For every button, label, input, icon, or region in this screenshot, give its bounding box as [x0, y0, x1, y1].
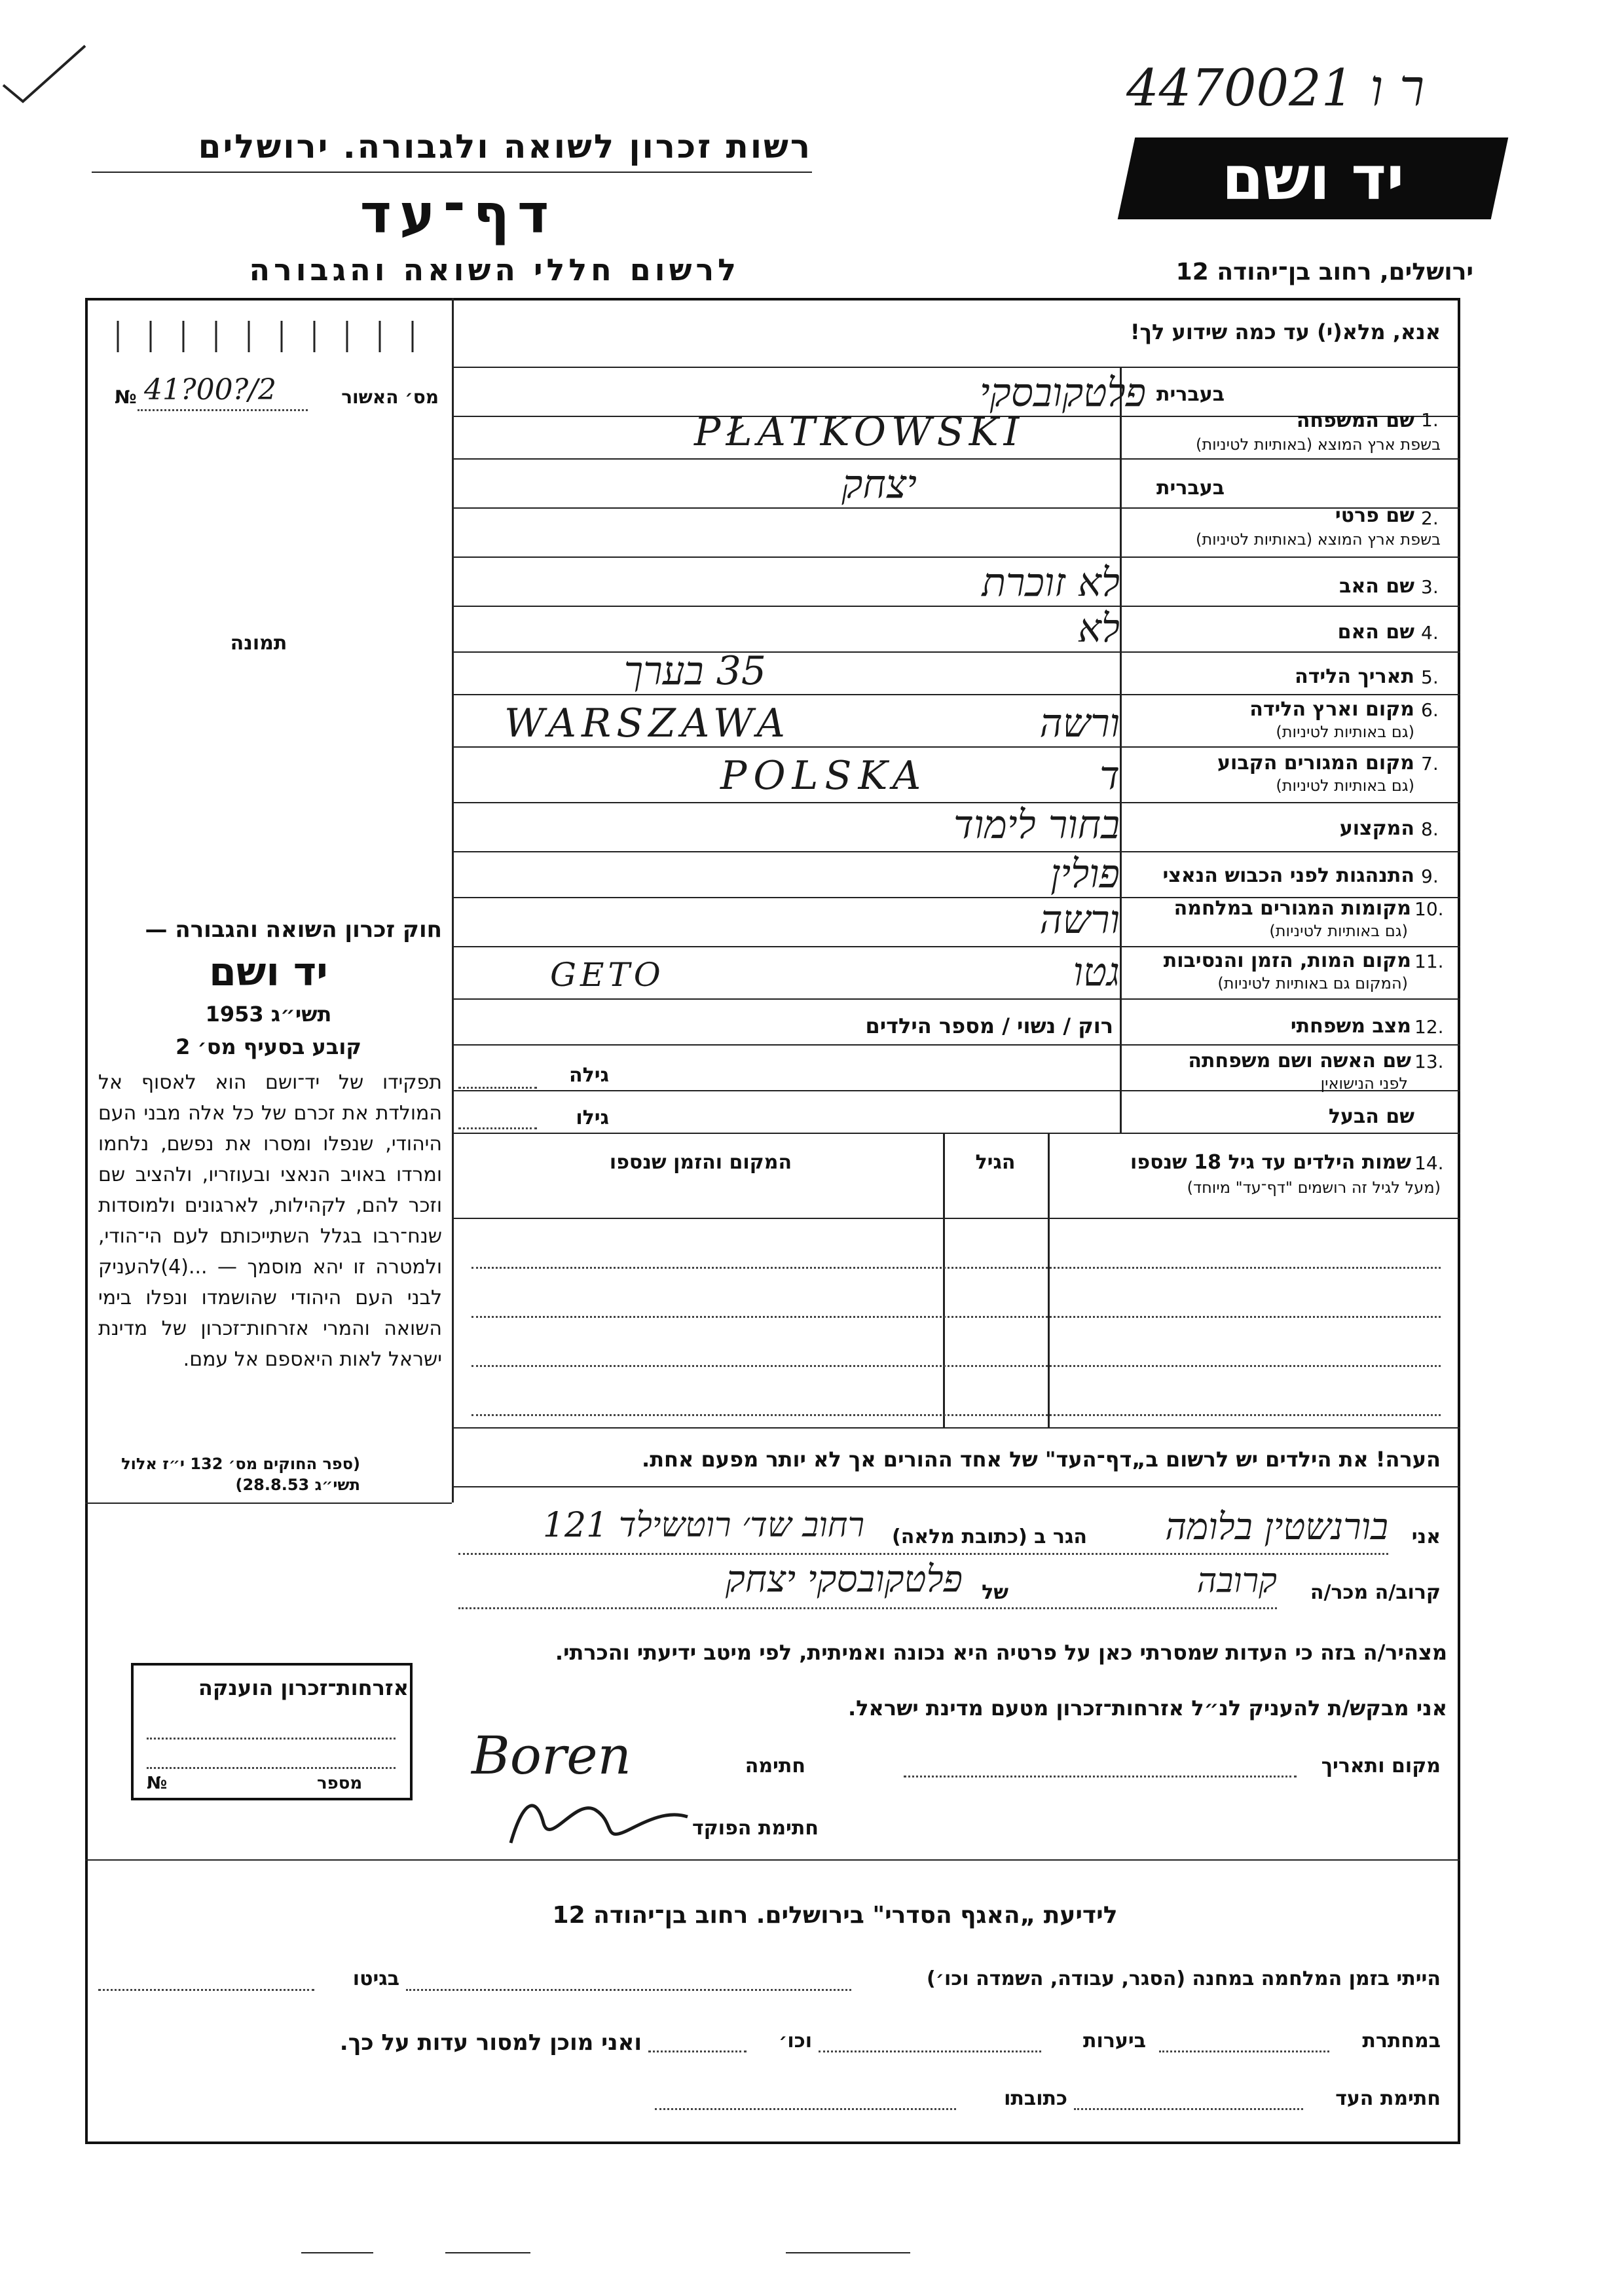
approval-number[interactable]: 41?00?/2 [144, 373, 276, 407]
field-9-number: 9. [1421, 866, 1439, 887]
photo-label: תמונה [230, 632, 287, 655]
field-8-number: 8. [1421, 818, 1439, 840]
footer-forests-label: ביערות [1083, 2030, 1146, 2052]
relative-of-label: של [982, 1581, 1008, 1604]
field-6-sub: (גם באותיות לטיניות) [1276, 723, 1414, 741]
field-1-label: שם המשפחה [1296, 409, 1414, 432]
husband-label: שם הבעל [1328, 1105, 1414, 1128]
footer-ghetto-label: בגיטו [352, 1967, 399, 1990]
field-10-number: 10. [1414, 898, 1444, 920]
footer-witness-address-label: כתובתו [1004, 2087, 1067, 2110]
birth-place-latin[interactable]: WARSZAWA [504, 701, 790, 746]
approval-prefix: № [115, 386, 137, 408]
citizenship-number-label: מספר [317, 1774, 363, 1793]
declarant-name[interactable]: בורנשטין בלומה [1165, 1506, 1388, 1548]
death-place-latin[interactable]: GETO [550, 956, 665, 994]
husband-age-label: גילו [576, 1106, 609, 1129]
citizenship-number-prefix: № [147, 1774, 168, 1793]
field-13-label: שם האשה ושם משפחתה [1188, 1049, 1411, 1072]
footer-testify-label: ואני מוכן למסור עדות על כך. [339, 2030, 642, 2056]
residence-hebrew[interactable]: ד [1099, 753, 1120, 799]
field-3-label: שם האב [1339, 575, 1414, 598]
footer-underground-label: במחתרת [1362, 2030, 1441, 2052]
relation-value[interactable]: קרובה [1196, 1561, 1277, 1601]
law-clause: קובע בסעיף מס׳ 2 [175, 1034, 361, 1059]
death-place-hebrew[interactable]: גטו [1073, 949, 1120, 995]
field-10-sub: (גם באותיות לטיניות) [1269, 922, 1408, 940]
field-12-label: מצב משפחתי [1290, 1015, 1411, 1038]
field-7-sub: (גם באותיות לטיניות) [1276, 776, 1414, 795]
officer-signature-label: חתימת הפוקד [692, 1817, 819, 1840]
children-age-header: הגיל [975, 1151, 1016, 1174]
logo-text: יד ושם [1221, 143, 1405, 213]
birth-place-hebrew[interactable]: ורשה [1039, 701, 1120, 746]
law-title: חוק זכרון השואה והגבורה — [145, 917, 442, 943]
field-7-number: 7. [1421, 753, 1439, 774]
family-name-hebrew[interactable]: פלטקובסקי [979, 370, 1146, 416]
declaration-i-label: אני [1411, 1525, 1441, 1548]
checkmark-icon [0, 39, 92, 114]
field-1-number: 1. [1421, 409, 1439, 431]
instructions: אנא, מלא(י) עד כמה שידוע לך! [1130, 319, 1441, 344]
footer-witness-signature-label: חתימת העד [1335, 2087, 1441, 2110]
signature[interactable]: Boren [471, 1725, 632, 1786]
field-11-label: מקום המות, הזמן והנסיבות [1163, 949, 1411, 972]
family-name-latin[interactable]: PŁATKOWSKI [694, 409, 1025, 455]
relative-name[interactable]: פלטקובסקי יצחק [725, 1558, 963, 1601]
footer-camp-label: הייתי בזמן המלחמה במחנה (הסגר, עבודה, השמדה וכו׳) [927, 1967, 1441, 1990]
children-place-header: המקום והזמן שנספו [609, 1151, 792, 1174]
field-4-number: 4. [1421, 622, 1439, 644]
law-reference: (ספר החוקים מס׳ 132 י״ז אלול תשי״ג 28.8.53) [121, 1455, 360, 1494]
label-hebrew-1: בעברית [1156, 383, 1225, 406]
citizenship-title: אזרחות־זכרון הוענקה [198, 1675, 409, 1700]
pre-war-circumstances[interactable]: פולין [1050, 851, 1120, 897]
children-label: שמות הילדים עד גיל 18 שנספו [1130, 1151, 1411, 1174]
address: ירושלים, רחוב בן־יהודה 12 [1175, 259, 1473, 285]
field-2-number: 2. [1421, 507, 1439, 529]
field-14-number: 14. [1414, 1152, 1444, 1174]
field-10-label: מקומות המגורים במלחמה [1173, 897, 1411, 920]
field-2-sub: בשפת ארץ המוצא (באותיות לטיניות) [1196, 530, 1441, 549]
field-4-label: שם האם [1337, 621, 1414, 644]
children-note: הערה! את הילדים יש לרשום ב„דף־העד" של אחד ההורים אך לא יותר מפעם אחת. [642, 1447, 1441, 1472]
document-number: ר ו 4470021 [1126, 59, 1425, 118]
law-year: תשי״ג 1953 [205, 1002, 332, 1027]
field-11-sub: (המקום גם באותיות לטיניות) [1217, 974, 1408, 993]
form-title: דף־עד [360, 183, 557, 246]
officer-signature [498, 1784, 694, 1859]
relation-label: קרוב/ה מכר/ה [1310, 1581, 1441, 1604]
footer-etc-label: וכו׳ [779, 2030, 812, 2052]
birth-date[interactable]: 35 בערך [623, 648, 766, 694]
law-body: תפקידו של יד־ושם הוא לאסוף אל המולדת את זכרם של כל אלה מבני העם היהודי, שנפלו ומסרו את נפשם, נלחמו ומרדו באויב הנאצי ובעוזריו, ולהציב שם וזכר להם, לקהילות, לארגונים ולמוסדות שנח־רבו בגלל השתייכותם לעם הי־הודי, ולמטרה זו יהא מוסמך — ...(4)להעניק לבני העם היהודי שהושמדו ונפלו בימי השואה והמרי אזרחות־זכרון של מדינת ישראל לאות היאספם אל עמם. [98, 1071, 442, 1371]
field-8-label: המקצוע [1339, 817, 1414, 840]
declaration-statement: מצהיר/ה בזה כי העדות שמסרתי כאן על פרטיה היא נכונה ואמיתית, לפי מיטב ידיעתי והכרתי. [555, 1640, 1447, 1665]
residence-latin[interactable]: POLSKA [720, 753, 928, 799]
authority-name: רשות זכרון לשואה ולגבורה. ירושלים [198, 128, 812, 166]
marital-status-options[interactable]: רוק / נשוי / מספר הילדים [865, 1013, 1113, 1038]
signature-label: חתימה [745, 1755, 805, 1777]
law-name: יד ושם [209, 949, 328, 995]
field-5-number: 5. [1421, 666, 1439, 688]
declaration-request: אני מבקש/ת להעניק לנ״ל אזרחות־זכרון מטעם מדינת ישראל. [848, 1696, 1447, 1721]
field-9-label: התנהגות לפני הכבוש הנאצי [1162, 864, 1414, 887]
given-name-hebrew[interactable]: יצחק [841, 462, 917, 507]
occupation[interactable]: בחור לימוד [953, 802, 1120, 848]
field-12-number: 12. [1414, 1016, 1444, 1038]
approval-ticks [105, 321, 439, 354]
field-3-number: 3. [1421, 576, 1439, 598]
field-6-number: 6. [1421, 699, 1439, 721]
approval-label: מס׳ האשור [341, 386, 439, 408]
children-sub: (מעל לגיל זה רושמים "דף־עד" מיוחד) [1187, 1178, 1441, 1197]
yad-vashem-logo [1118, 137, 1509, 219]
field-13-number: 13. [1414, 1051, 1444, 1072]
label-hebrew-2: בעברית [1156, 477, 1225, 500]
field-5-label: תאריך הלידה [1295, 665, 1414, 688]
place-date-label: מקום ותאריך [1321, 1755, 1441, 1777]
wife-age-label: גילה [569, 1064, 609, 1087]
field-2-label: שם פרטי [1335, 504, 1414, 527]
field-1-sub: בשפת ארץ המוצא (באותיות לטיניות) [1196, 435, 1441, 454]
wartime-residence[interactable]: ורשה [1039, 897, 1120, 943]
declaration-address-label: הגר ב (כתובת מלאה) [891, 1525, 1087, 1548]
father-name[interactable]: לא זוכרת [982, 560, 1120, 606]
footer-title: לידיעת „האגף הסדרי" בירושלים. רחוב בן־יהודה 12 [552, 1902, 1118, 1929]
declarant-address[interactable]: רחוב שד׳ רוטשילד 121 [542, 1506, 864, 1545]
citizenship-box [131, 1663, 413, 1800]
form-subtitle: לרשום חללי השואה והגבורה [249, 252, 740, 287]
mother-name[interactable]: לא [1077, 606, 1120, 651]
field-7-label: מקום המגורים הקבוע [1217, 752, 1414, 774]
field-6-label: מקום וארץ הלידה [1249, 698, 1414, 721]
field-11-number: 11. [1414, 951, 1444, 972]
field-13-sub: לפני הנישואין [1320, 1074, 1408, 1093]
